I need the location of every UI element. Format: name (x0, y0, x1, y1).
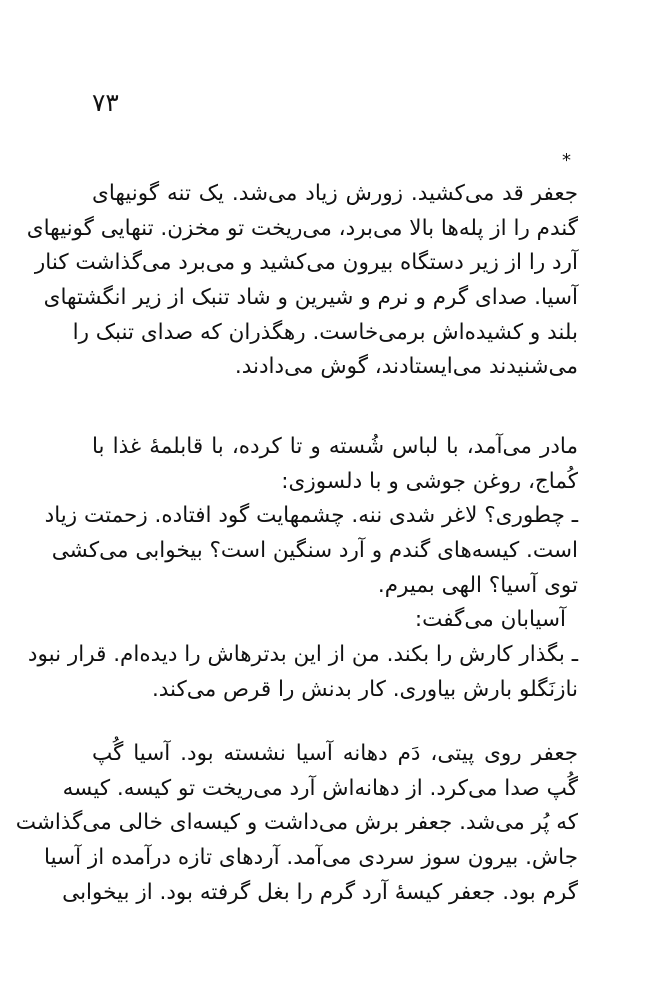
text-line: گرم بود. جعفر کیسهٔ آرد گرم را بغل گرفته بود. از بیخوابی (62, 879, 578, 905)
text-line: گُپ صدا می‌کرد. از دهانه‌اش آرد می‌ریخت تو کیسه. کیسه (62, 775, 578, 801)
paragraph-1 (26, 177, 578, 385)
text-line: گندم را از پله‌ها بالا می‌برد، می‌ریخت تو مخزن. تنهایی گونیهای (26, 215, 578, 241)
text-line: آرد را از زیر دستگاه بیرون می‌کشید و می‌برد می‌گذاشت کنار (34, 250, 578, 276)
text-line: است. کیسه‌های گندم و آرد سنگین است؟ بیخوابی می‌کشی (51, 538, 578, 564)
text-line: توی آسیا؟ الهی بمیرم. (377, 572, 578, 598)
text-line: بلند و کشیده‌اش برمی‌خاست. رهگذران که صدای تنبک را (72, 319, 578, 345)
speaker-line: آسیابان می‌گفت: (414, 607, 566, 633)
dialogue-line: ـ چطوری؟ لاغر شدی ننه. چشمهایت گود افتاده. زحمتت زیاد (44, 503, 578, 529)
section-mark: * (562, 150, 571, 171)
text-line: می‌شنیدند می‌ایستادند، گوش می‌دادند. (234, 354, 578, 380)
paragraph-3 (15, 737, 578, 910)
text-line: جعفر قد می‌کشید. زورش زیاد می‌شد. یک تنه گونیهای (92, 181, 578, 206)
text-line: که پُر می‌شد. جعفر برش می‌داشت و کیسه‌ای خالی می‌گذاشت (15, 810, 578, 836)
text-line: جعفر روی پیتی، دَم دهانه آسیا نشسته بود. آسیا گُپ (92, 741, 578, 766)
text-line: کُماج، روغن جوشی و با دلسوزی: (281, 468, 578, 494)
dialogue-line: ـ بگذار کارش را بکند. من از این بدترهاش را دیده‌ام. قرار نبود (27, 642, 578, 668)
text-line: آسیا. صدای گرم و نرم و شیرین و شاد تنبک از زیر انگشتهای (43, 285, 578, 311)
page-number: ۷۳ (92, 88, 119, 117)
paragraph-2 (27, 430, 578, 708)
text-line: جاش. بیرون سوز سردی می‌آمد. آردهای تازه درآمده از آسیا (44, 845, 578, 871)
text-line: مادر می‌آمد، با لباس شُسته و تا کرده، با قابلمهٔ غذا با (92, 434, 578, 459)
text-line: نازنَگلو بارش بیاوری. کار بدنش را قرص می‌کند. (151, 676, 578, 702)
